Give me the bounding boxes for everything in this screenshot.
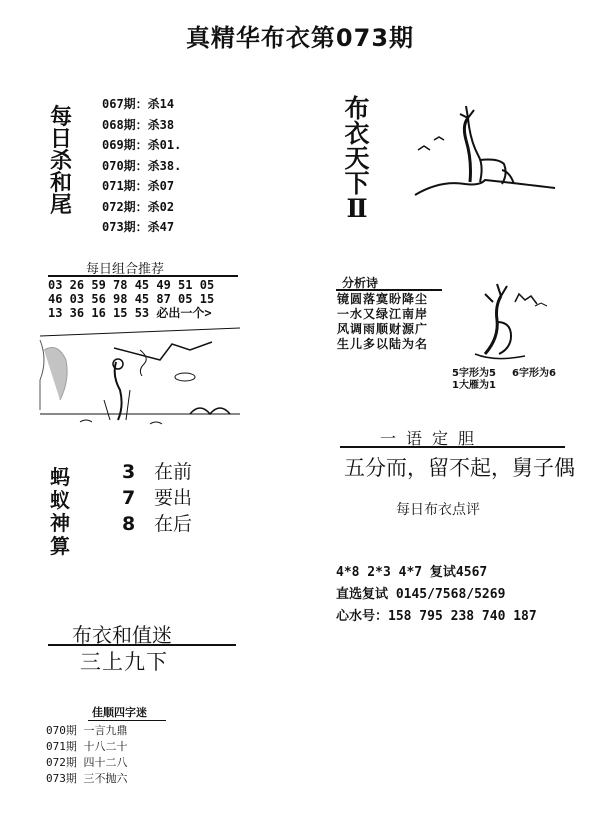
poem-line: 一水又绿江南岸 xyxy=(337,307,429,321)
pick-line: 直选复试 0145/7568/5269 xyxy=(336,587,506,602)
riddle-answer: 三上九下 xyxy=(80,650,168,674)
four-word-divider xyxy=(88,720,166,721)
poem-line: 镜圆落寞盼降尘 xyxy=(337,292,429,306)
kill-row: 067期：杀14 xyxy=(102,97,175,111)
ant-god-text: 要出 xyxy=(154,487,193,509)
ant-god-row xyxy=(122,459,192,485)
poem-title: 分析诗 xyxy=(342,276,379,290)
riddle-title: 布衣和值迷 xyxy=(72,623,172,647)
combo-line: 46 03 56 98 45 87 05 15 xyxy=(48,292,215,306)
daily-review-label: 每日布衣点评 xyxy=(396,502,480,518)
four-word-row: 071期 十八二十 xyxy=(46,740,128,753)
ant-god-number: 7 xyxy=(122,487,136,509)
ant-god-text: 在前 xyxy=(154,461,193,483)
poem-line: 生儿多以陆为名 xyxy=(337,337,429,351)
poem-hint-5: 5字形为5 xyxy=(452,368,496,379)
one-sentence-text: 五分而，留不起，舅子偶 xyxy=(344,456,575,480)
four-word-row: 072期 四十二八 xyxy=(46,756,128,769)
combo-line: 13 36 16 15 53 必出一个> xyxy=(48,306,212,320)
poem-hint-1: 1大雁为1 xyxy=(452,380,496,391)
one-sentence-divider xyxy=(340,446,565,448)
poem-lines xyxy=(337,292,428,352)
four-word-list xyxy=(46,723,128,787)
tree-illustration xyxy=(410,100,560,200)
ant-god-heading: 蚂 蚁 神 算 xyxy=(50,465,70,558)
poem-hint-6: 6字形为6 xyxy=(512,368,556,379)
ant-god-rows xyxy=(122,459,192,537)
ant-god-text: 在后 xyxy=(154,513,193,535)
ant-god-row xyxy=(122,511,192,537)
four-word-row: 073期 三不抛六 xyxy=(46,772,128,785)
page-title: 真精华布衣第073期 xyxy=(185,24,415,52)
combo-title: 每日组合推荐 xyxy=(86,262,165,277)
four-word-title: 佳顺四字迷 xyxy=(92,706,147,719)
poem-line: 风调雨顺财源广 xyxy=(337,322,429,336)
ant-god-number: 3 xyxy=(122,461,136,483)
daily-kill-heading: 每 日 杀 和 尾 xyxy=(49,104,72,218)
daily-kill-list xyxy=(102,94,181,238)
kill-row: 069期：杀01. xyxy=(102,138,182,152)
kill-row: 073期：杀47 xyxy=(102,220,175,234)
picks-list xyxy=(336,562,537,628)
ant-god-row xyxy=(122,485,192,511)
poem-illustration xyxy=(455,282,565,364)
four-word-row: 070期 一言九鼎 xyxy=(46,724,128,737)
pick-line: 4*8 2*3 4*7 复试4567 xyxy=(336,565,488,580)
combo-numbers xyxy=(48,278,214,320)
combo-line: 03 26 59 78 45 49 51 05 xyxy=(48,278,215,292)
buyi-tianxia-vertical: 布 衣 天 下 Ⅱ xyxy=(344,94,370,223)
sketch-illustration xyxy=(40,320,240,430)
kill-row: 071期：杀07 xyxy=(102,179,175,193)
ant-god-number: 8 xyxy=(122,513,136,535)
pick-line: 心水号：158 795 238 740 187 xyxy=(336,609,537,624)
one-sentence-title: 一语定胆 xyxy=(380,429,485,448)
combo-divider xyxy=(48,275,238,277)
kill-row: 070期：杀38. xyxy=(102,158,182,173)
kill-row: 068期：杀38 xyxy=(102,117,175,132)
kill-row: 072期：杀02 xyxy=(102,199,175,214)
poem-divider xyxy=(336,289,442,291)
